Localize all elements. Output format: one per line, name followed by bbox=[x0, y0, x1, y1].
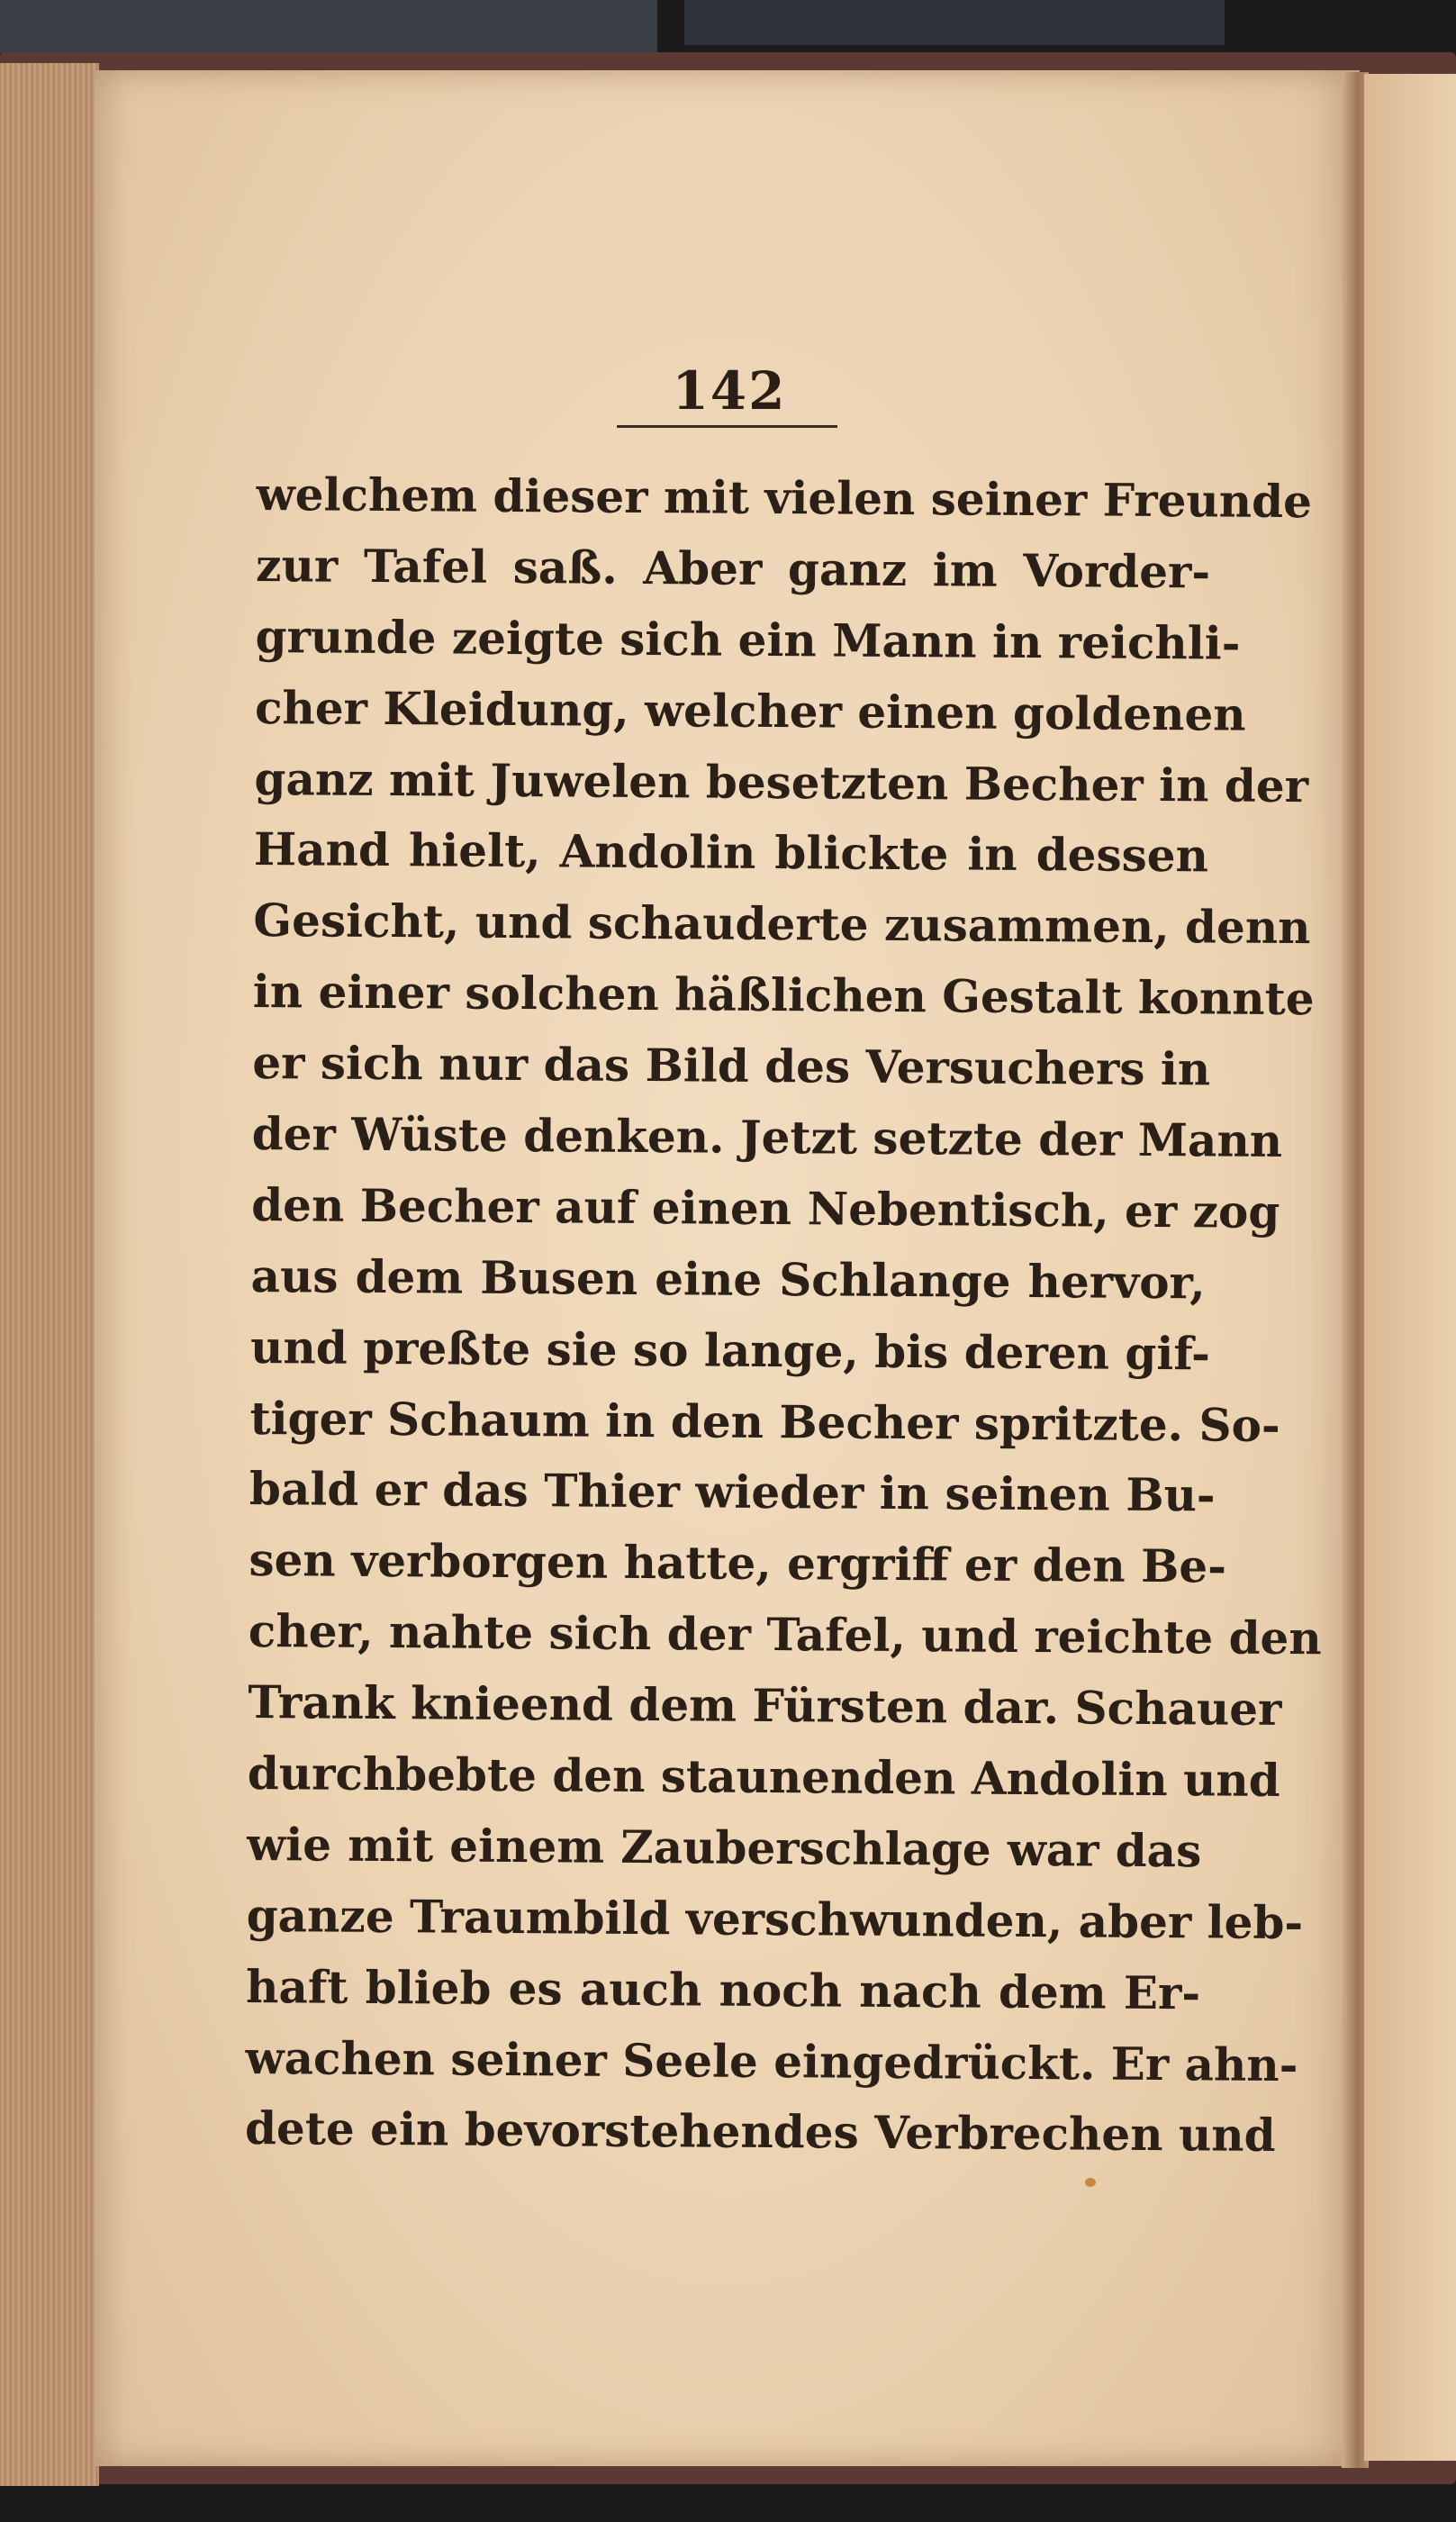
text-line: cher, nahte sich der Tafel, und reichte den bbox=[248, 1604, 1322, 1665]
text-line: zur Tafel saß. Aber ganz im Vorder- bbox=[255, 538, 1211, 599]
header-rule bbox=[617, 425, 837, 428]
text-line: tiger Schaum in den Becher spritzte. So- bbox=[249, 1391, 1280, 1452]
text-line: den Becher auf einen Nebentisch, er zog bbox=[251, 1177, 1280, 1238]
text-line: sen verborgen hatte, ergriff er den Be- bbox=[249, 1533, 1227, 1593]
text-line: aus dem Busen eine Schlange hervor, bbox=[250, 1248, 1206, 1310]
background-slab-2 bbox=[684, 0, 1225, 45]
text-line: Hand hielt, Andolin blickte in dessen bbox=[253, 822, 1209, 883]
text-line: in einer solchen häßlichen Gestalt konnte bbox=[252, 965, 1315, 1026]
text-line: wachen seiner Seele eingedrückt. Er ahn- bbox=[245, 2030, 1298, 2091]
text-line: Gesicht, und schauderte zusammen, denn bbox=[253, 894, 1311, 955]
text-line: er sich nur das Bild des Versuchers in bbox=[252, 1036, 1211, 1096]
text-line: wie mit einem Zauberschlage war das bbox=[247, 1817, 1202, 1878]
text-line: der Wüste denken. Jetzt setzte der Mann bbox=[251, 1106, 1283, 1167]
body-text bbox=[244, 459, 1322, 2172]
page-number: 142 bbox=[672, 360, 787, 422]
text-line: ganze Traumbild verschwunden, aber leb- bbox=[246, 1888, 1304, 1949]
text-line: bald er das Thier wieder in seinen Bu- bbox=[249, 1462, 1216, 1522]
text-line: welchem dieser mit vielen seiner Freunde bbox=[256, 467, 1313, 529]
text-line: durchbebte den staunenden Andolin und bbox=[247, 1746, 1280, 1808]
text-line: ganz mit Juwelen besetzten Becher in der bbox=[254, 751, 1309, 812]
paper-speck bbox=[1085, 2178, 1096, 2187]
text-line: cher Kleidung, welcher einen goldenen bbox=[254, 680, 1246, 741]
text-line: dete ein bevorstehendes Verbrechen und bbox=[244, 2101, 1276, 2163]
text-line: grunde zeigte sich ein Mann in reichli- bbox=[255, 609, 1241, 670]
facing-page-edge bbox=[1364, 74, 1456, 2461]
background-slab bbox=[0, 0, 657, 54]
page-stack-edges bbox=[0, 63, 99, 2486]
text-line: haft blieb es auch noch nach dem Er- bbox=[245, 1959, 1201, 2020]
text-line: und preßte sie so lange, bis deren gif- bbox=[249, 1320, 1211, 1381]
text-line: Trank knieend dem Fürsten dar. Schauer bbox=[248, 1675, 1282, 1737]
